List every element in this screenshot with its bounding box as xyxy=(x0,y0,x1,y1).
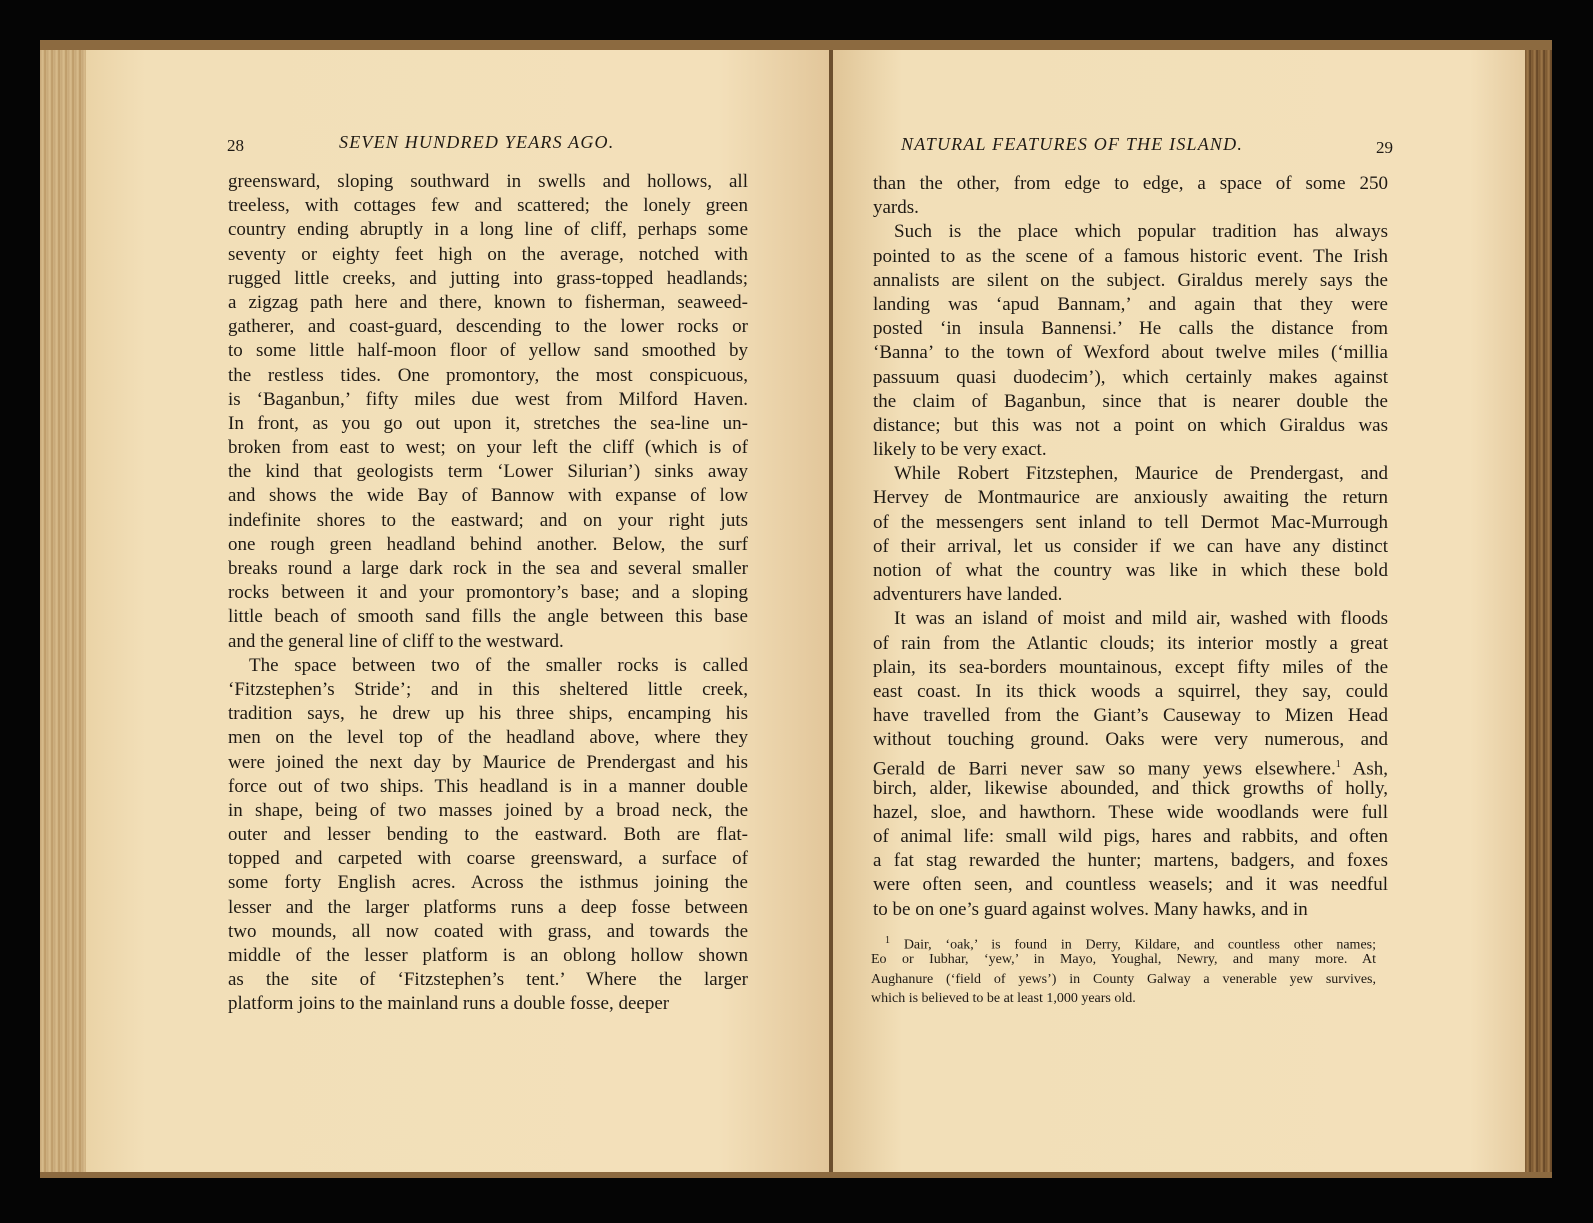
left_page-line: one rough green headland behind another. Below, the surf xyxy=(228,533,748,555)
right_page-line: to be on one’s guard against wolves. Many hawks, and in xyxy=(873,898,1308,920)
footnote-reference: 1 xyxy=(1335,758,1341,770)
left_page-line: breaks round a large dark rock in the sea and several smaller xyxy=(228,558,748,579)
right_page-line: of the messengers sent inland to tell Dermot Mac-Murrough xyxy=(873,511,1388,533)
right_page-line: It was an island of moist and mild air, washed with floods xyxy=(894,608,1388,630)
right_page-line: Hervey de Montmaurice are anxiously awaiting the return xyxy=(873,487,1388,509)
left-body-text xyxy=(228,170,748,1017)
right_page-line: While Robert Fitzstephen, Maurice de Prendergast, and xyxy=(894,463,1388,485)
right_page-line: the claim of Baganbun, since that is nearer double the xyxy=(873,390,1388,412)
left_page-line: indefinite shores to the eastward; and on your right juts xyxy=(228,509,748,531)
right_page-line: Gerald de Barri never saw so many yews elsewhere.$^1$ Ash, xyxy=(873,757,1389,779)
footnote-line xyxy=(871,970,1376,989)
right-body-text xyxy=(873,172,1388,922)
right_page-line: notion of what the country was like in which these bold xyxy=(873,560,1388,581)
left_page-line: force out of two ships. This headland is in a manner double xyxy=(228,775,748,797)
right_page-line: ‘Banna’ to the town of Wexford about twelve miles (‘millia xyxy=(873,342,1388,364)
right_page-line: distance; but this was not a point on which Giraldus was xyxy=(873,414,1388,436)
left_page-line: middle of the lesser platform is an oblong hollow shown xyxy=(228,945,748,966)
right_page-line: pointed to as the scene of a famous historic event. The Irish xyxy=(873,245,1388,267)
open-book xyxy=(40,40,1552,1178)
left_page-line: gatherer, and coast-guard, descending to the lower rocks or xyxy=(228,316,748,338)
left-page-edges xyxy=(40,50,86,1172)
right_page-line: have travelled from the Giant’s Causeway to Mizen Head xyxy=(873,705,1388,727)
left-running-head: SEVEN HUNDRED YEARS AGO. xyxy=(339,132,615,152)
left_page-line: men on the level top of the headland above, where they xyxy=(228,727,748,749)
left_page-line: treeless, with cottages few and scattered; the lonely green xyxy=(228,195,748,217)
left_page-line: tradition says, he drew up his three ships, encamping his xyxy=(228,703,748,725)
left_page-line: seventy or eighty feet high on the average, notched with xyxy=(228,243,748,265)
left_page-line: the restless tides. One promontory, the most conspicuous, xyxy=(228,364,748,386)
right_page-line: yards. xyxy=(873,197,919,219)
footnote-text: Eo or Iubhar, ‘yew,’ in Mayo, Youghal, Newry, and many more. At xyxy=(871,952,1376,968)
left_page-line: to some little half-moon floor of yellow sand smoothed by xyxy=(228,340,748,362)
left-page xyxy=(86,50,829,1172)
left_page-line: rocks between it and your promontory’s base; and a sloping xyxy=(228,582,748,604)
right_page-line: of animal life: small wild pigs, hares and rabbits, and often xyxy=(873,826,1388,848)
left_page-line: topped and carpeted with coarse greensward, a surface of xyxy=(228,848,748,870)
left_page-line: and shows the wide Bay of Bannow with expanse of low xyxy=(228,485,748,507)
left_page-line: The space between two of the smaller rocks is called xyxy=(249,654,748,676)
left_page-line: country ending abruptly in a long line of cliff, perhaps some xyxy=(228,219,748,241)
left_page-line: two mounds, all now coated with grass, and towards the xyxy=(228,920,748,942)
footnote-text: which is believed to be at least 1,000 years old. xyxy=(871,991,1136,1007)
left_page-line: as the site of ‘Fitzstephen’s tent.’ Where the larger xyxy=(228,969,748,991)
left_page-line: a zigzag path here and there, known to fisherman, seaweed- xyxy=(228,291,748,313)
left_page-line: lesser and the larger platforms runs a deep fosse between xyxy=(228,896,748,918)
right_page-line: a fat stag rewarded the hunter; martens, badgers, and foxes xyxy=(873,850,1388,872)
right-running-head: NATURAL FEATURES OF THE ISLAND. xyxy=(901,134,1244,154)
left_page-line: ‘Fitzstephen’s Stride’; and in this sheltered little creek, xyxy=(228,678,748,700)
left_page-line: little beach of smooth sand fills the angle between this base xyxy=(228,606,748,628)
right_page-line: Such is the place which popular tradition has always xyxy=(894,221,1388,243)
right_page-line: landing was ‘apud Bannam,’ and again that they were xyxy=(873,293,1388,315)
right_page-line: east coast. In its thick woods a squirrel, they say, could xyxy=(873,680,1388,702)
right_page-line: of their arrival, let us consider if we can have any distinct xyxy=(873,535,1388,557)
right_page-line: posted ‘in insula Bannensi.’ He calls the distance from xyxy=(873,318,1388,340)
footnote-line xyxy=(871,989,1376,1008)
right_page-line: likely to be very exact. xyxy=(873,439,1047,461)
left_page-line: some forty English acres. Across the isthmus joining the xyxy=(228,872,748,894)
left_page-line: greensward, sloping southward in swells and hollows, all xyxy=(228,171,748,192)
right_page-line: adventurers have landed. xyxy=(873,584,1063,606)
right_page-line: passuum quasi duodecim’), which certainly makes against xyxy=(873,366,1388,388)
line-tail: Ash, xyxy=(1340,757,1389,779)
right_page-line: without touching ground. Oaks were very numerous, and xyxy=(873,729,1388,751)
footnote-line xyxy=(871,931,1376,953)
right_page-line: plain, its sea-borders mountainous, except fifty miles of the xyxy=(873,656,1388,678)
footnote-text: Aughanure (‘field of yews’) in County Galway a venerable yew survives, xyxy=(871,971,1376,987)
footnote-mark: 1 xyxy=(885,935,890,946)
right_page-line: annalists are silent on the subject. Giraldus merely says the xyxy=(873,269,1388,291)
right_page-line: hazel, sloe, and hawthorn. These wide woodlands were full xyxy=(873,801,1388,823)
right-page-number: 29 xyxy=(1376,138,1393,157)
left-page-number: 28 xyxy=(227,136,244,155)
footnote-text: Dair, ‘oak,’ is found in Derry, Kildare, and countless other names; xyxy=(903,937,1376,953)
left_page-line: were joined the next day by Maurice de Prendergast and his xyxy=(228,751,748,773)
left_page-line: In front, as you go out upon it, stretches the sea-line un- xyxy=(228,412,748,434)
right_page-line: were often seen, and countless weasels; and it was needful xyxy=(873,874,1388,896)
right-page-edges xyxy=(1525,50,1552,1172)
right_page-line: of rain from the Atlantic clouds; its interior mostly a great xyxy=(873,632,1388,654)
left_page-line: the kind that geologists term ‘Lower Silurian’) sinks away xyxy=(228,461,748,483)
right_page-line: than the other, from edge to edge, a space of some 250 xyxy=(873,173,1388,194)
left_page-line: platform joins to the mainland runs a double fosse, deeper xyxy=(228,993,670,1015)
left_page-line: broken from east to west; on your left the cliff (which is of xyxy=(228,437,748,459)
left_page-line: and the general line of cliff to the westward. xyxy=(228,630,564,652)
footnote xyxy=(871,931,1376,1009)
left_page-line: is ‘Baganbun,’ fifty miles due west from Milford Haven. xyxy=(228,388,748,410)
right_page-line: birch, alder, likewise abounded, and thick growths of holly, xyxy=(873,777,1388,799)
right-page xyxy=(833,50,1525,1172)
left_page-line: outer and lesser bending to the eastward. Both are flat- xyxy=(228,824,748,846)
left_page-line: rugged little creeks, and jutting into grass-topped headlands; xyxy=(228,267,748,289)
left_page-line: in shape, being of two masses joined by a broad neck, the xyxy=(228,799,748,821)
footnote-line xyxy=(871,950,1376,969)
